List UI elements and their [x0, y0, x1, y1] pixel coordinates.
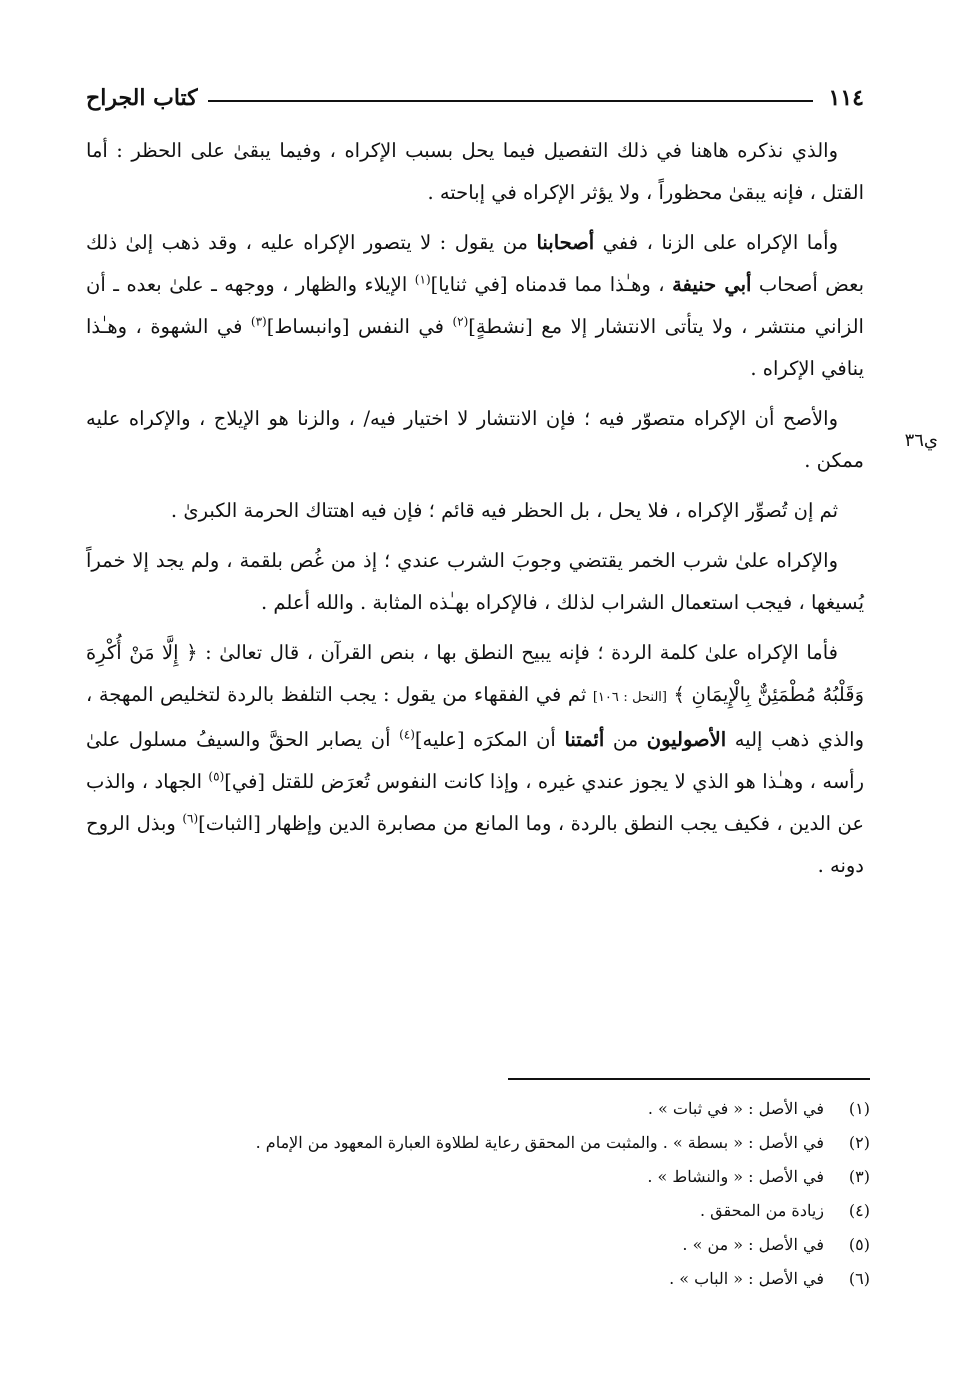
- footnote-separator: [508, 1078, 870, 1080]
- bold-term: أئمتنا: [564, 728, 605, 751]
- paragraph-4: ثم إن تُصوِّر الإكراه ، فلا يحل ، بل الحظر فيه قائم ؛ فإن فيه اهتتاك الحرمة الكبرىٰ .: [170, 499, 838, 522]
- text-run: وأما الإكراه على الزنا ، ففي: [594, 231, 838, 254]
- footnote-marker[interactable]: (٣): [250, 314, 267, 329]
- footnote-text: في الأصل : « والنشاط » .: [647, 1167, 824, 1186]
- footnote-marker[interactable]: (٦): [182, 811, 199, 826]
- text-run: أن يصابر الحقَّ والسيفُ مسلول علىٰ رأسه ، وهـٰذا هو الذي لا يجوز عندي غيره ، وإذا كانت النفوس تُعرَض للقتل [في]: [86, 728, 864, 793]
- paragraph-1: والذي نذكره هاهنا في ذلك التفصيل فيما يحل بسبب الإكراه ، وفيما يبقىٰ على الحظر : أما القتل ، فإنه يبقىٰ محظوراً ، ولا يؤثر الإكراه في إباحته .: [86, 139, 864, 204]
- bold-term: أصحابنا: [536, 231, 595, 254]
- text-run: من: [604, 728, 647, 751]
- text-run: ثم في الفقهاء من يقول : يجب التلفظ بالردة لتخليص المهجة ، والذي ذهب إليه: [86, 683, 864, 751]
- footnote-item: [70, 1126, 870, 1160]
- book-title: كتاب الجراح: [86, 85, 198, 111]
- text-run: أن المكرَه [عليه]: [414, 728, 565, 751]
- footnotes: [70, 1092, 870, 1296]
- footnote-number: (٢): [848, 1133, 870, 1152]
- paragraph-3: والأصح أن الإكراه متصوّر فيه ؛ فإن الانتشار لا اختيار فيه/ ، والزنا هو الإيلاج ، والإكراه عليه ممكن .: [86, 407, 864, 472]
- text-run: من يقول : لا يتصور الإكراه عليه ، وقد ذهب إلىٰ ذلك بعض أصحاب: [86, 231, 865, 296]
- footnote-item: [70, 1092, 870, 1126]
- footnote-number: (١): [848, 1099, 870, 1118]
- page-number: ١١٤: [828, 85, 864, 111]
- text-run: الجهاد ، والذب عن الدين ، فكيف يجب النطق بالردة ، وما المانع من مصابرة الدين وإظهار [الثبات]: [86, 770, 864, 835]
- footnote-item: [70, 1228, 870, 1262]
- footnote-item: [70, 1194, 870, 1228]
- text-run: ، وهـٰذا مما قدمناه [في ثنايا]: [430, 273, 673, 296]
- footnote-number: (٤): [848, 1201, 870, 1220]
- paragraph-2: [86, 222, 864, 390]
- footnote-text: في الأصل : « من » .: [682, 1235, 824, 1254]
- bold-term: الأصوليون: [646, 728, 727, 751]
- footnote-text: في الأصل : « في ثبات » .: [647, 1099, 824, 1118]
- footnote-item: [70, 1160, 870, 1194]
- page-header: [86, 78, 864, 118]
- paragraph-6: [86, 632, 864, 887]
- footnote-text: زيادة من المحقق .: [700, 1201, 824, 1220]
- footnote-marker[interactable]: (٤): [399, 727, 415, 742]
- paragraph-5: والإكراه علىٰ شرب الخمر يقتضي وجوبَ الشرب عندي ؛ إذ من غُص بلقمة ، ولم يجد إلا خمراً يُسيغها ، فيجب استعمال الشراب لذلك ، فالإكراه بهـٰذه المثابة . والله أعلم .: [86, 549, 864, 614]
- quran-reference: [النحل : ١٠٦]: [592, 690, 667, 705]
- header-rule: [208, 100, 813, 102]
- footnote-marker[interactable]: (٢): [452, 314, 469, 329]
- text-run: في النفس [وانبساط]: [266, 315, 444, 338]
- footnote-text: في الأصل : « الباب » .: [669, 1269, 824, 1288]
- footnote-number: (٥): [848, 1235, 870, 1254]
- footnote-marker[interactable]: (١): [414, 272, 431, 287]
- text-run: الإيلاء والظهار ، ووجهه ـ علىٰ بعده ـ أن الزاني منتشر ، ولا يتأتى الانتشار إلا مع [نشطةٍ]: [86, 273, 864, 338]
- text-run: وبذل الروح دونه .: [86, 812, 864, 877]
- footnote-item: [70, 1262, 870, 1296]
- bold-term: أبي حنيفة: [672, 273, 752, 296]
- text-run: في الشهوة ، وهـٰذا ينافي الإكراه .: [86, 315, 864, 380]
- margin-reference: ي٣٦: [904, 430, 938, 451]
- footnote-number: (٦): [848, 1269, 870, 1288]
- footnote-marker[interactable]: (٥): [208, 769, 225, 784]
- text-run: فأما الإكراه علىٰ كلمة الردة ؛ فإنه يبيح النطق بها ، بنص القرآن ، قال تعالىٰ : ﴿ إِلَّا مَنْ أُكْرِهَ وَقَلْبُهُ مُطْمَئِنٌّ بِالْإِيمَانِ ﴾: [86, 641, 865, 706]
- footnote-number: (٣): [848, 1167, 870, 1186]
- main-text: [86, 130, 864, 895]
- footnote-text: في الأصل : « بسطة » . والمثبت من المحقق رعاية لطلاوة العبارة المعهود من الإمام .: [255, 1133, 824, 1152]
